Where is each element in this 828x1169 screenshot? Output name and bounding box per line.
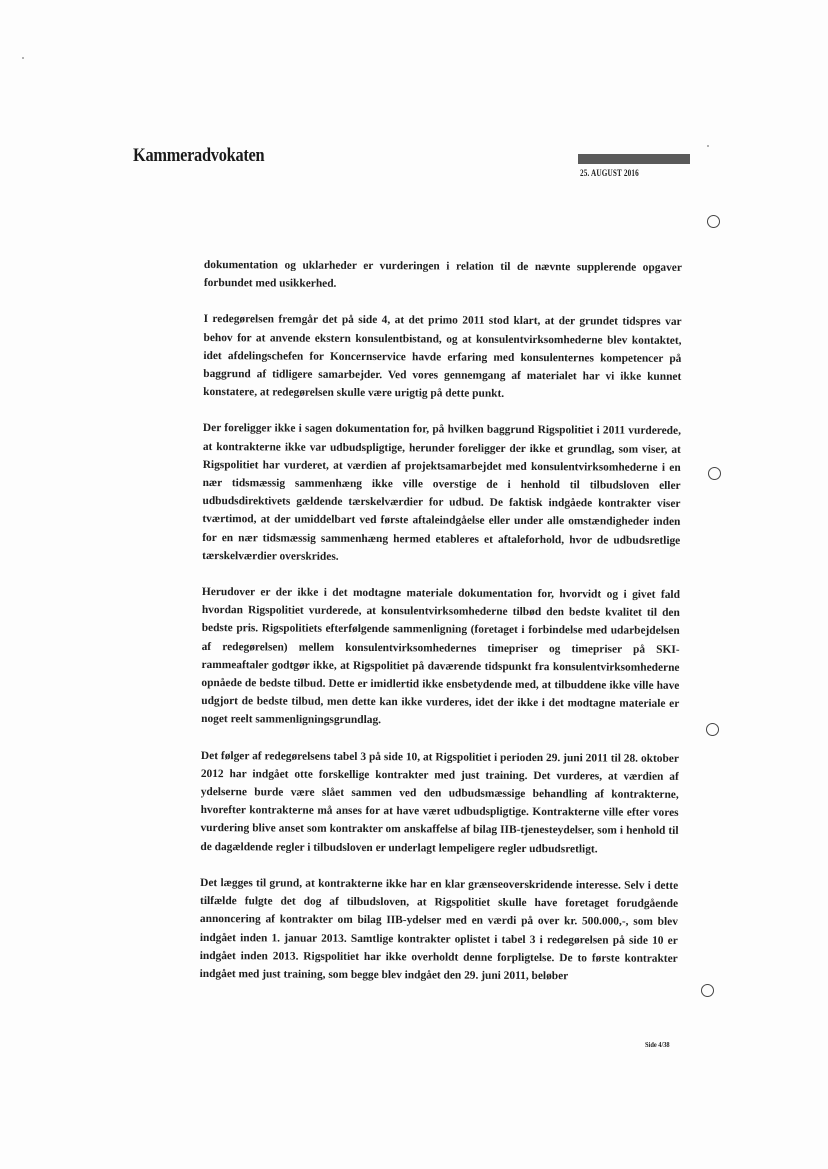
redaction-bar bbox=[578, 154, 690, 164]
paragraph: Det følger af redegørelsens tabel 3 på side 10, at Rigspolitiet i perioden 29. juni 2011 til 28. oktober 2012 har indgået otte forskellige kontrakter med just training. Det vurderes, at værdien af ydelserne burde være slået sammen ved den udbudsmæssige behandling af kontrakterne, hvorefter kontrakterne må anses for at have været udbudspligtige. Kontrakterne ville efter vores vurdering blive anset som kontrakter om anskaffelse af bilag IIB-tjenesteydelser, som i henhold til de dagældende regler i tilbudsloven er underlagt lempeligere regler udbudsretligt. bbox=[200, 749, 679, 856]
punch-hole-icon bbox=[701, 984, 714, 997]
paragraph: Det lægges til grund, at kontrakterne ikke har en klar grænseoverskridende interesse. Selv i dette tilfælde fulgte det dog af tilbudsloven, at Rigspolitiet skulle have foretaget forudgående annoncering af kontrakter om bilag IIB-ydelser med en værdi på over kr. 500.000,-, som blev indgået inden 1. januar 2013. Samtlige kontrakter oplistet i tabel 3 i redegørelsen på side 10 er indgået inden 2013. Rigspolitiet har ikke overholdt denne forpligtelse. De to første kontrakter indgået med just training, som begge blev indgået den 29. juni 2011, beløber bbox=[199, 876, 679, 983]
body-text bbox=[199, 256, 682, 1004]
scan-speck bbox=[707, 145, 709, 147]
paragraph: dokumentation og uklarheder er vurderingen i relation til de nævnte supplerende opgaver forbundet med usikkerhed. bbox=[203, 258, 682, 291]
letterhead-logo: Kammeradvokaten bbox=[133, 145, 265, 166]
punch-hole-icon bbox=[708, 467, 721, 480]
scan-speck bbox=[22, 57, 24, 59]
punch-hole-icon bbox=[707, 215, 720, 228]
document-date: 25. AUGUST 2016 bbox=[580, 168, 639, 178]
page-number: Side 4/38 bbox=[645, 1040, 670, 1049]
punch-hole-icon bbox=[706, 723, 719, 736]
paragraph: Herudover er der ikke i det modtagne materiale dokumentation for, hvorvidt og i givet fald hvordan Rigspolitiet vurderede, at konsulentvirksomhederne tilbød den bedste kvalitet til den bedste pris. Rigspolitiets efterfølgende sammenligning (foretaget i forbindelse med udarbejdelsen af redegørelsen) mellem konsulentvirksomhedernes timepriser og timepriser på SKI-rammeaftaler godtgør ikke, at Rigspolitiet på daværende tidspunkt fra konsulentvirksomhederne opnåede de bedste tilbud. Dette er imidlertid ikke ensbetydende med, at tilbuddene ikke ville have udgjort de bedste tilbud, men dette kan ikke vurderes, idet der ikke i det modtagne materiale er noget reelt sammenligningsgrundlag. bbox=[201, 586, 680, 727]
paragraph: Der foreligger ikke i sagen dokumentation for, på hvilken baggrund Rigspolitiet i 2011 vurderede, at kontrakterne ikke var udbudspligtige, herunder foreligger der ikke et grundlag, som viser, at Rigspolitiet har vurderet, at værdien af projektsamarbejdet med konsulentvirksomhederne i en nær tidsmæssig sammenhæng ikke ville overstige de i henhold til tilbudsloven eller udbudsdirektivets gældende tærskelværdier for udbud. De faktisk indgåede kontrakter viser tværtimod, at der umiddelbart ved første aftaleindgåelse eller under alle omstændigheder inden for en nær tidsmæssig sammenhæng hermed etableres et aftaleforhold, hvor de udbudsretlige tærskelværdier overskrides. bbox=[202, 422, 681, 563]
paragraph: I redegørelsen fremgår det på side 4, at det primo 2011 stod klart, at der grundet tidspres var behov for at anvende ekstern konsulentbistand, og at konsulentvirksomhederne blev kontaktet, idet afdelingschefen for Koncernservice havde erfaring med konsulenternes kompetencer på baggrund af tidligere samarbejder. Ved vores gennemgang af materialet har vi ikke kunnet konstatere, at redegørelsen skulle være urigtig på dette punkt. bbox=[203, 313, 682, 401]
